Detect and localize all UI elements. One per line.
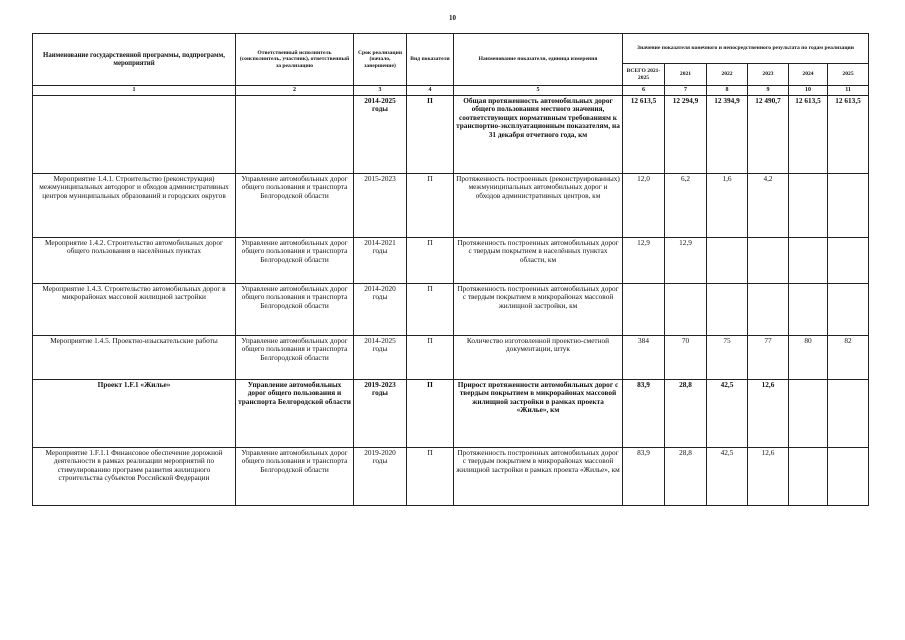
- indicator-name: Количество изготовленной проектно-сметной документации, штук: [454, 335, 623, 379]
- value-year: [665, 283, 707, 335]
- value-year: 77: [748, 335, 789, 379]
- header-year: 2021: [665, 64, 707, 86]
- program-name: [33, 95, 236, 173]
- value-year: 1,6: [707, 173, 748, 237]
- program-name: Проект 1.F.1 «Жилье»: [33, 379, 236, 447]
- value-year: 70: [665, 335, 707, 379]
- col-number: 10: [789, 86, 828, 96]
- col-number: 11: [828, 86, 869, 96]
- value-year: [789, 447, 828, 505]
- indicator-name: Прирост протяженности автомобильных дорог с твердым покрытием в микрорайонах массовой жилищной застройки в рамках проекта «Жилье», км: [454, 379, 623, 447]
- col-number: 7: [665, 86, 707, 96]
- value-year: [828, 173, 869, 237]
- table-row: [33, 173, 869, 237]
- value-total: [623, 283, 665, 335]
- indicator-kind: П: [407, 95, 454, 173]
- value-total: 384: [623, 335, 665, 379]
- header-year: 2025: [828, 64, 869, 86]
- value-year: [828, 237, 869, 283]
- col-number: 1: [33, 86, 236, 96]
- header-program: Наименование государственной программы, подпрограмм, мероприятий: [33, 34, 236, 86]
- executor: Управление автомобильных дорог общего пользования и транспорта Белгородской области: [236, 237, 354, 283]
- col-number: 8: [707, 86, 748, 96]
- value-year: 12 613,5: [828, 95, 869, 173]
- value-year: 12,6: [748, 379, 789, 447]
- header-total: ВСЕГО 2021-2025: [623, 64, 665, 86]
- header-year: 2024: [789, 64, 828, 86]
- table-row: [33, 335, 869, 379]
- value-year: 12 394,9: [707, 95, 748, 173]
- value-year: 28,8: [665, 447, 707, 505]
- value-year: 82: [828, 335, 869, 379]
- indicator-kind: П: [407, 447, 454, 505]
- value-year: 12 613,5: [789, 95, 828, 173]
- table-row: [33, 379, 869, 447]
- col-number: 4: [407, 86, 454, 96]
- executor: Управление автомобильных дорог общего пользования и транспорта Белгородской области: [236, 173, 354, 237]
- indicator-name: Протяженность построенных автомобильных дорог с твердым покрытием в микрорайонах массовой жилищной застройки в рамках проекта «Жилье», км: [454, 447, 623, 505]
- value-total: 83,9: [623, 447, 665, 505]
- col-number: 3: [354, 86, 407, 96]
- value-year: [789, 379, 828, 447]
- indicator-name: Общая протяженность автомобильных дорог общего пользования местного значения, соответствующих нормативным требованиям к транспортно-эксплуатационным показателям, на 31 декабря отчетного года, км: [454, 95, 623, 173]
- program-name: Мероприятие 1.4.5. Проектно-изыскательские работы: [33, 335, 236, 379]
- period: 2014-2020 годы: [354, 283, 407, 335]
- program-name: Мероприятие 1.4.3. Строительство автомобильных дорог в микрорайонах массовой жилищной застройки: [33, 283, 236, 335]
- header-year: 2022: [707, 64, 748, 86]
- executor: [236, 95, 354, 173]
- value-year: [828, 379, 869, 447]
- value-year: 28,8: [665, 379, 707, 447]
- indicator-kind: П: [407, 335, 454, 379]
- value-year: [828, 447, 869, 505]
- col-number: 5: [454, 86, 623, 96]
- period: 2014-2021 годы: [354, 237, 407, 283]
- page-number: 10: [449, 14, 456, 22]
- value-year: 42,5: [707, 447, 748, 505]
- indicator-kind: П: [407, 283, 454, 335]
- value-total: 83,9: [623, 379, 665, 447]
- value-year: [707, 283, 748, 335]
- executor: Управление автомобильных дорог общего пользования и транспорта Белгородской области: [236, 379, 354, 447]
- value-total: 12 613,5: [623, 95, 665, 173]
- period: 2019-2023 годы: [354, 379, 407, 447]
- col-number: 9: [748, 86, 789, 96]
- header-executor: Ответственный исполнитель (соисполнитель, участник), ответственный за реализацию: [236, 34, 354, 86]
- col-number: 6: [623, 86, 665, 96]
- indicators-table: [32, 33, 869, 506]
- value-year: 6,2: [665, 173, 707, 237]
- value-year: [789, 237, 828, 283]
- indicator-kind: П: [407, 237, 454, 283]
- header-year: 2023: [748, 64, 789, 86]
- value-year: 12,9: [665, 237, 707, 283]
- value-year: [789, 283, 828, 335]
- period: 2014-2025 годы: [354, 335, 407, 379]
- program-name: Мероприятие 1.F.1.1 Финансовое обеспечение дорожной деятельности в рамках реализации мероприятий по стимулированию программ развития жилищного строительства субъектов Российской Федерации: [33, 447, 236, 505]
- table-row: [33, 237, 869, 283]
- executor: Управление автомобильных дорог общего пользования и транспорта Белгородской области: [236, 447, 354, 505]
- value-year: 42,5: [707, 379, 748, 447]
- indicator-name: Протяженность построенных (реконструированных) межмуниципальных автомобильных дорог и обходов административных центров, км: [454, 173, 623, 237]
- indicator-name: Протяженность построенных автомобильных дорог с твердым покрытием в микрорайонах массовой жилищной застройки, км: [454, 283, 623, 335]
- program-name: Мероприятие 1.4.1. Строительство (реконструкция) межмуниципальных автодорог и обходов административных центров муниципальных образований и городских округов: [33, 173, 236, 237]
- value-year: [789, 173, 828, 237]
- program-name: Мероприятие 1.4.2. Строительство автомобильных дорог общего пользования в населённых пунктах: [33, 237, 236, 283]
- indicator-kind: П: [407, 173, 454, 237]
- value-year: 4,2: [748, 173, 789, 237]
- value-year: [748, 283, 789, 335]
- value-year: [707, 237, 748, 283]
- table-row: [33, 447, 869, 505]
- value-total: 12,9: [623, 237, 665, 283]
- period: 2014-2025 годы: [354, 95, 407, 173]
- table-row: [33, 95, 869, 173]
- header-kind: Вид показателя: [407, 34, 454, 86]
- value-year: 12,6: [748, 447, 789, 505]
- value-year: [748, 237, 789, 283]
- value-year: 80: [789, 335, 828, 379]
- executor: Управление автомобильных дорог общего пользования и транспорта Белгородской области: [236, 335, 354, 379]
- value-year: 75: [707, 335, 748, 379]
- indicator-kind: П: [407, 379, 454, 447]
- header-period: Срок реализации (начало, завершение): [354, 34, 407, 86]
- period: 2015-2023: [354, 173, 407, 237]
- col-number: 2: [236, 86, 354, 96]
- value-year: 12 490,7: [748, 95, 789, 173]
- header-values-group: Значение показателя конечного и непосредственного результата по годам реализации: [623, 34, 869, 64]
- value-year: 12 294,9: [665, 95, 707, 173]
- value-year: [828, 283, 869, 335]
- value-total: 12,0: [623, 173, 665, 237]
- indicator-name: Протяженность построенных автомобильных дорог с твердым покрытием в населённых пунктах области, км: [454, 237, 623, 283]
- period: 2019-2020 годы: [354, 447, 407, 505]
- table-row: [33, 283, 869, 335]
- header-indicator: Наименование показателя, единица измерения: [454, 34, 623, 86]
- executor: Управление автомобильных дорог общего пользования и транспорта Белгородской области: [236, 283, 354, 335]
